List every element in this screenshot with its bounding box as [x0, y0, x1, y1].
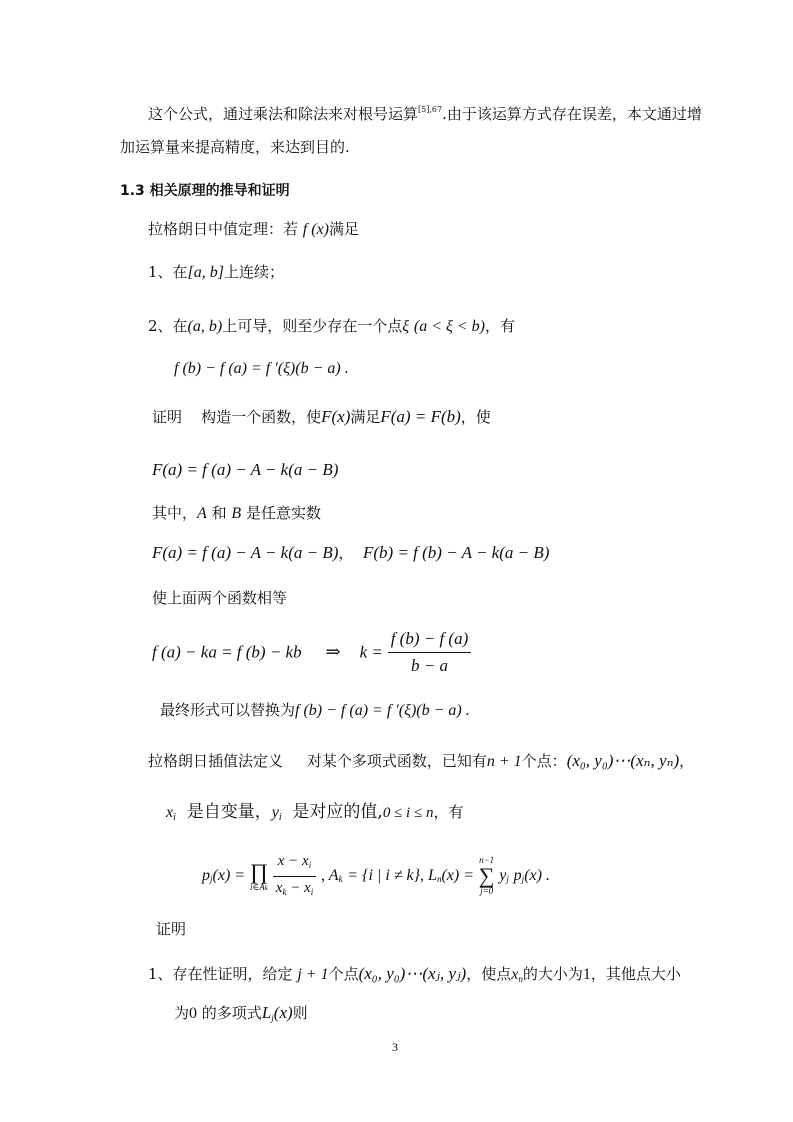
text: .由于该运算方式存在误差，本文通过增 [442, 105, 702, 123]
text: 1、在 [148, 263, 188, 281]
proof1-equal-text [152, 588, 287, 608]
proof2-item1-line2 [174, 1003, 308, 1028]
proof1-def [152, 460, 338, 480]
proof-label: 证明 [152, 408, 183, 426]
subscript: j [271, 1013, 274, 1023]
text: ， [679, 752, 695, 770]
interp-vars [166, 802, 463, 828]
implies-symbol: ⇒ [325, 641, 341, 663]
text: 为 [174, 1004, 190, 1022]
math-lhs: f (a) − ka = f (b) − kb [152, 642, 302, 662]
text: 2、在 [148, 317, 188, 335]
proof1-where [152, 503, 321, 524]
math-final: f (b) − f (a) = f ′(ξ)(b − a) . [295, 702, 470, 719]
subscript: j [521, 874, 525, 884]
math-arg: (x) = [212, 867, 246, 884]
text: 拉格朗日中值定理：若 [148, 220, 299, 238]
math-interval: [a, b] [187, 264, 224, 281]
text: 其中， [152, 504, 198, 522]
subscript: i [173, 812, 176, 823]
text: ， [338, 544, 354, 562]
text: 最终形式可以替换为 [160, 701, 296, 719]
k-fraction [388, 628, 472, 677]
math-y: y [499, 867, 507, 884]
math-B: B [231, 505, 242, 522]
math-p: p [513, 867, 522, 884]
subscript: i [308, 859, 312, 870]
math-interval: (a, b) [187, 318, 223, 335]
text: 是对应的值, [292, 802, 383, 822]
subscript: i [278, 812, 282, 823]
math-eq: F(a) = F(b) [380, 407, 461, 426]
text: 的大小为 [522, 965, 583, 983]
math-ak: , A [321, 867, 339, 884]
text: 上可导，则至少存在一个点 [222, 317, 403, 335]
math-Fx: F(x) [321, 407, 351, 426]
math-set: = {i | i ≠ k}, L [347, 867, 437, 884]
sum-upper-limit: n−1 [479, 855, 495, 865]
proof1-two-eqs [152, 543, 549, 563]
fraction-denominator-tail: − x [290, 879, 311, 896]
fraction-denominator: b − a [410, 656, 448, 675]
paragraph-line-2 [120, 137, 350, 157]
product-operator [249, 858, 268, 892]
subscript: k [264, 883, 268, 892]
subscript: k [282, 886, 287, 897]
subscript: i [310, 886, 314, 897]
proof2-label: 证明 [156, 920, 187, 938]
fraction-denominator: x [275, 879, 283, 896]
math-p: p [202, 867, 210, 884]
math-eq-b: F(b) = f (b) − A − k(a − B) [362, 543, 550, 562]
math-zero: 0 [189, 1005, 198, 1022]
math-range: (a < ξ < b) [413, 318, 485, 335]
page-number: 3 [392, 1040, 398, 1054]
subscript: j [506, 874, 509, 884]
math-A: A [197, 505, 207, 522]
text: ，有 [433, 803, 464, 821]
mvt-condition-2 [148, 316, 515, 337]
text: ，其他点大小 [590, 965, 681, 983]
citation-ref: [5],67 [418, 105, 443, 114]
math-arg: (x) . [524, 867, 550, 884]
interp-formula [202, 850, 550, 900]
text: 满足 [329, 220, 360, 238]
fraction-numerator: x − x [277, 852, 309, 869]
math-one: 1 [582, 966, 591, 983]
math-fx: f (x) [302, 221, 329, 238]
math-y: y [271, 804, 279, 821]
text: 使上面两个函数相等 [152, 589, 288, 607]
mvt-formula [174, 358, 349, 379]
math-points: (x₀, y₀)⋯(xₙ, yₙ) [566, 751, 680, 770]
text: 的多项式 [201, 1004, 262, 1022]
text: 和 [211, 504, 227, 522]
proof2-item1 [148, 964, 681, 989]
definition-label: 拉格朗日插值法定义 [148, 752, 284, 770]
sum-symbol: ∑ [478, 863, 495, 888]
sum-operator [479, 856, 495, 896]
text: 则 [292, 1004, 308, 1022]
math-arg: (x) [273, 1003, 293, 1022]
text: 是自变量， [186, 802, 272, 822]
math-k: k = [359, 642, 383, 662]
math-range: 0 ≤ i ≤ n [382, 805, 434, 821]
text: 加运算量来提高精度，来达到目的. [120, 138, 350, 156]
proof1-k-derivation [152, 628, 471, 677]
text: ，使 [460, 408, 491, 426]
section-heading: 1.3 相关原理的推导和证明 [120, 183, 290, 199]
math-points: (x₀, y₀)⋯(xⱼ, yⱼ) [358, 964, 467, 983]
text: 上连续； [224, 263, 285, 281]
interp-fraction [273, 852, 316, 901]
text: ，有 [484, 317, 515, 335]
math-xi: ξ [402, 318, 410, 335]
text: 是任意实数 [245, 504, 321, 522]
math-def-eq: F(a) = f (a) − A − k(a − B) [152, 460, 339, 479]
sum-lower-limit: j=0 [480, 886, 494, 896]
text: 满足 [350, 408, 381, 426]
paragraph-line-1 [148, 100, 702, 124]
math-formula: f (b) − f (a) = f ′(ξ)(b − a) . [174, 360, 349, 377]
math-eq-a: F(a) = f (a) − A − k(a − B) [152, 543, 339, 562]
proof1-final [160, 700, 470, 721]
text: 个点 [328, 965, 359, 983]
math-arg: (x) = [441, 867, 475, 884]
proof1-intro [152, 407, 491, 427]
math-x: x [511, 966, 519, 983]
subscript: n [518, 974, 523, 984]
text: 这个公式，通过乘法和除法来对根号运算 [148, 105, 419, 123]
interp-def [148, 751, 694, 772]
mvt-intro [148, 219, 359, 240]
text: 1、存在性证明，给定 [148, 965, 293, 983]
mvt-condition-1 [148, 262, 284, 283]
product-limit: i∈A [250, 881, 265, 892]
text: 个点： [521, 752, 567, 770]
text: 对某个多项式函数，已知有 [306, 752, 487, 770]
text: ，使点 [466, 965, 512, 983]
math-x: x [166, 804, 174, 821]
math-n1: n + 1 [486, 753, 522, 770]
product-symbol: ∏ [249, 858, 268, 884]
subscript: k [338, 874, 343, 884]
text: 构造一个函数，使 [201, 408, 322, 426]
math-j1: j + 1 [297, 966, 329, 983]
fraction-numerator: f (b) − f (a) [388, 628, 472, 653]
subscript: j [210, 874, 213, 884]
subscript: n [436, 874, 442, 884]
math-L: L [261, 1003, 272, 1022]
